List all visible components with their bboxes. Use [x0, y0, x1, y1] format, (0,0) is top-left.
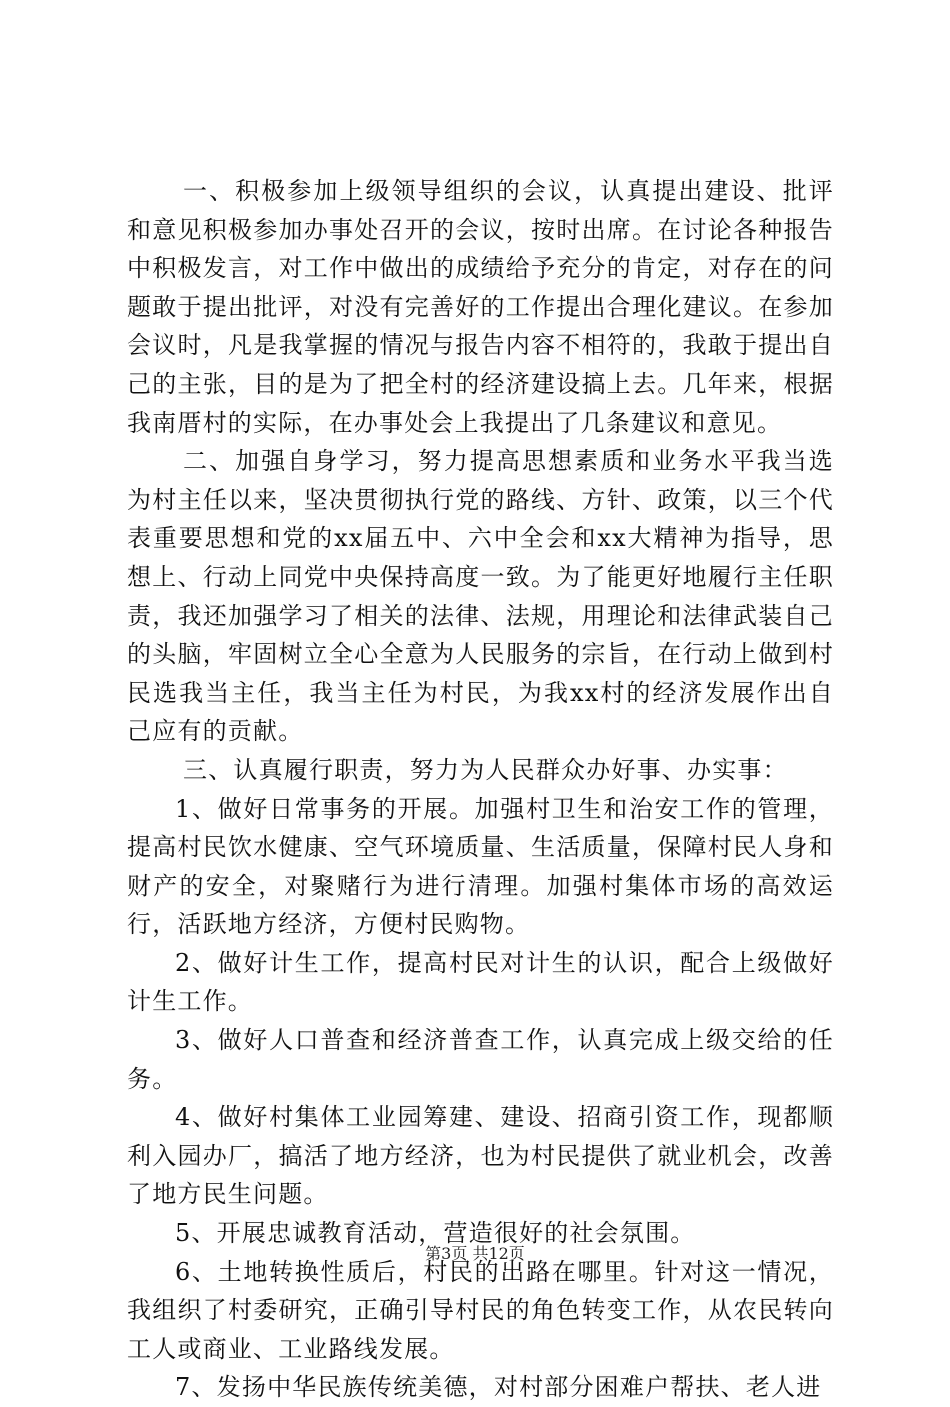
page-number-footer: 第3页 共12页: [425, 1244, 525, 1263]
list-item-4: 4、做好村集体工业园筹建、建设、招商引资工作，现都顺利入园办厂，搞活了地方经济，也为村民提供了就业机会，改善了地方民生问题。: [127, 1103, 834, 1209]
list-item-5: 5、开展忠诚教育活动，营造很好的社会氛围。: [175, 1219, 696, 1248]
paragraph-2: 二、加强自身学习，努力提高思想素质和业务水平我当选为村主任以来，坚决贯彻执行党的路线、方针、政策，以三个代表重要思想和党的xx届五中、六中全会和xx大精神为指导，思想上、行动上同党中央保持高度一致。为了能更好地履行主任职责，我还加强学习了相关的法律、法规，用理论和法律武装自己的头脑，牢固树立全心全意为人民服务的宗旨，在行动上做到村民选我当主任，我当主任为村民，为我xx村的经济发展作出自己应有的贡献。: [127, 447, 834, 746]
document-body: [127, 172, 834, 1407]
paragraph-3: 三、认真履行职责，努力为人民群众办好事、办实事：: [183, 755, 788, 784]
paragraph-1: 一、积极参加上级领导组织的会议，认真提出建设、批评和意见积极参加办事处召开的会议，按时出席。在讨论各种报告中积极发言，对工作中做出的成绩给予充分的肯定，对存在的问题敢于提出批评，对没有完善好的工作提出合理化建议。在参加会议时，凡是我掌握的情况与报告内容不相符的，我敢于提出自己的主张，目的是为了把全村的经济建设搞上去。几年来，根据我南厝村的实际，在办事处会上我提出了几条建议和意见。: [127, 177, 834, 437]
list-item-3: 3、做好人口普查和经济普查工作，认真完成上级交给的任务。: [127, 1026, 834, 1093]
list-item-7: 7、发扬中华民族传统美德，对村部分困难户帮扶、老人进: [175, 1373, 822, 1402]
list-item-1: 1、做好日常事务的开展。加强村卫生和治安工作的管理，提高村民饮水健康、空气环境质量、生活质量，保障村民人身和财产的安全，对聚赌行为进行清理。加强村集体市场的高效运行，活跃地方经济，方便村民购物。: [127, 794, 834, 939]
list-item-6: 6、土地转换性质后，村民的出路在哪里。针对这一情况，我组织了村委研究，正确引导村民的角色转变工作，从农民转向工人或商业、工业路线发展。: [127, 1257, 834, 1363]
list-item-2: 2、做好计生工作，提高村民对计生的认识，配合上级做好计生工作。: [127, 948, 834, 1016]
